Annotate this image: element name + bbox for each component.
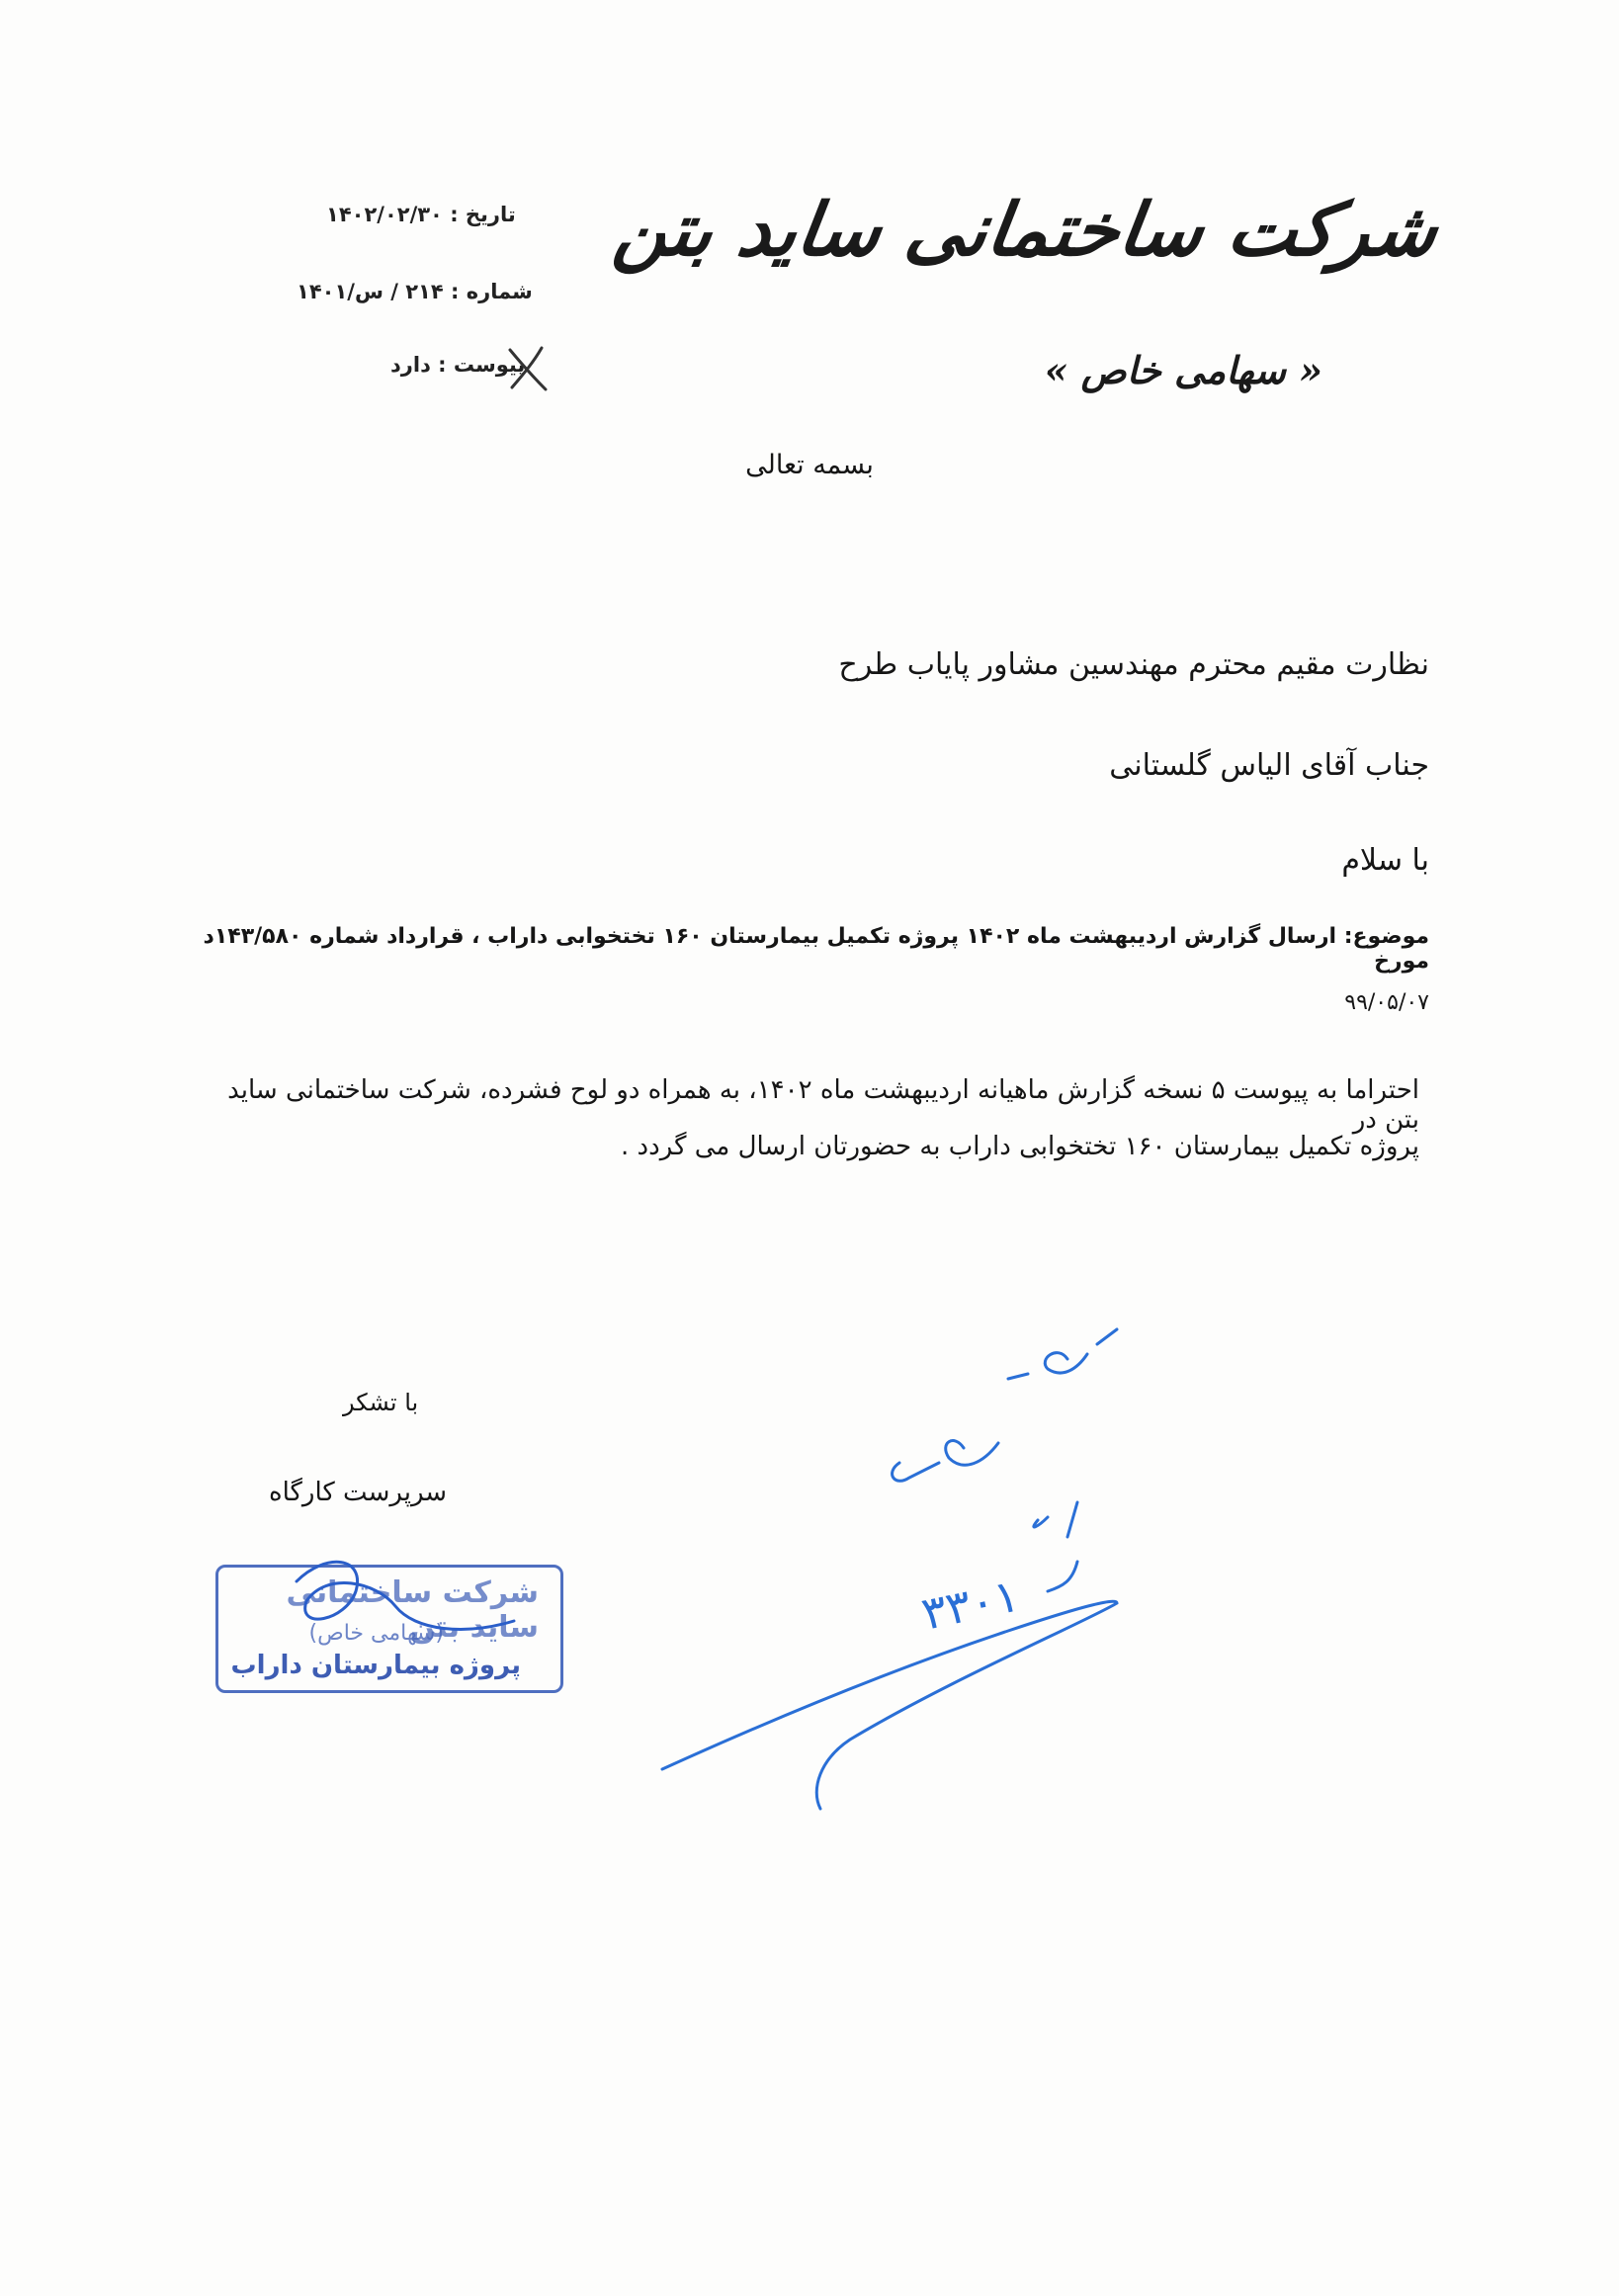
handwritten-note-line-3 [1034,1502,1077,1537]
page-heading: بسمه تعالی [745,450,874,480]
stamp-line-3: پروژه بیمارستان داراب [230,1651,521,1680]
company-stamp [215,1565,563,1693]
addressee-line-2: جناب آقای الیاس گلستانی [1109,748,1429,783]
stamp-line-1: شرکت ساختمانی ساید بتن [286,1575,539,1645]
letter-number: شماره : ۲۱۴ / س/۱۴۰۱ [297,280,533,303]
company-logo-title: شرکت ساختمانی ساید بتن [608,188,1443,273]
letter-attachment: پیوست : دارد [390,353,526,377]
stamp-line-2: (سهامی خاص) [308,1621,444,1646]
faint-stamp-impression [550,1412,972,1582]
signer-role: سرپرست کارگاه [269,1478,448,1507]
subject-line-1: موضوع: ارسال گزارش اردیبهشت ماه ۱۴۰۲ پروژه تکمیل بیمارستان ۱۶۰ تختخوابی داراب ، قرارداد شماره ۱۴۳/۵۸۰د مورخ [203,924,1429,974]
addressee-line-1: نظارت مقیم محترم مهندسین مشاور پایاب طرح [838,647,1429,682]
greeting: با سلام [1341,843,1429,878]
closing-thanks: با تشکر [343,1389,419,1416]
handwritten-note-line-1 [1008,1329,1117,1379]
body-line-2: پروژه تکمیل بیمارستان ۱۶۰ تختخوابی داراب به حضورتان ارسال می گردد . [621,1132,1419,1161]
letter-date: تاریخ : ۱۴۰۲/۰۲/۳۰ [326,203,516,226]
attachment-check-mark [506,344,550,393]
body-line-1: احتراما به پیوست ۵ نسخه گزارش ماهیانه اردیبهشت ماه ۱۴۰۲، به همراه دو لوح فشرده، شرکت ساختمانی ساید بتن در [227,1075,1419,1135]
company-logo-subtitle: « سهامی خاص » [1044,348,1322,392]
approver-signature [662,1601,1117,1809]
handwritten-number: ۳۳۰۱ [916,1568,1024,1641]
subject-line-2: ۹۹/۰۵/۰۷ [1344,990,1429,1015]
